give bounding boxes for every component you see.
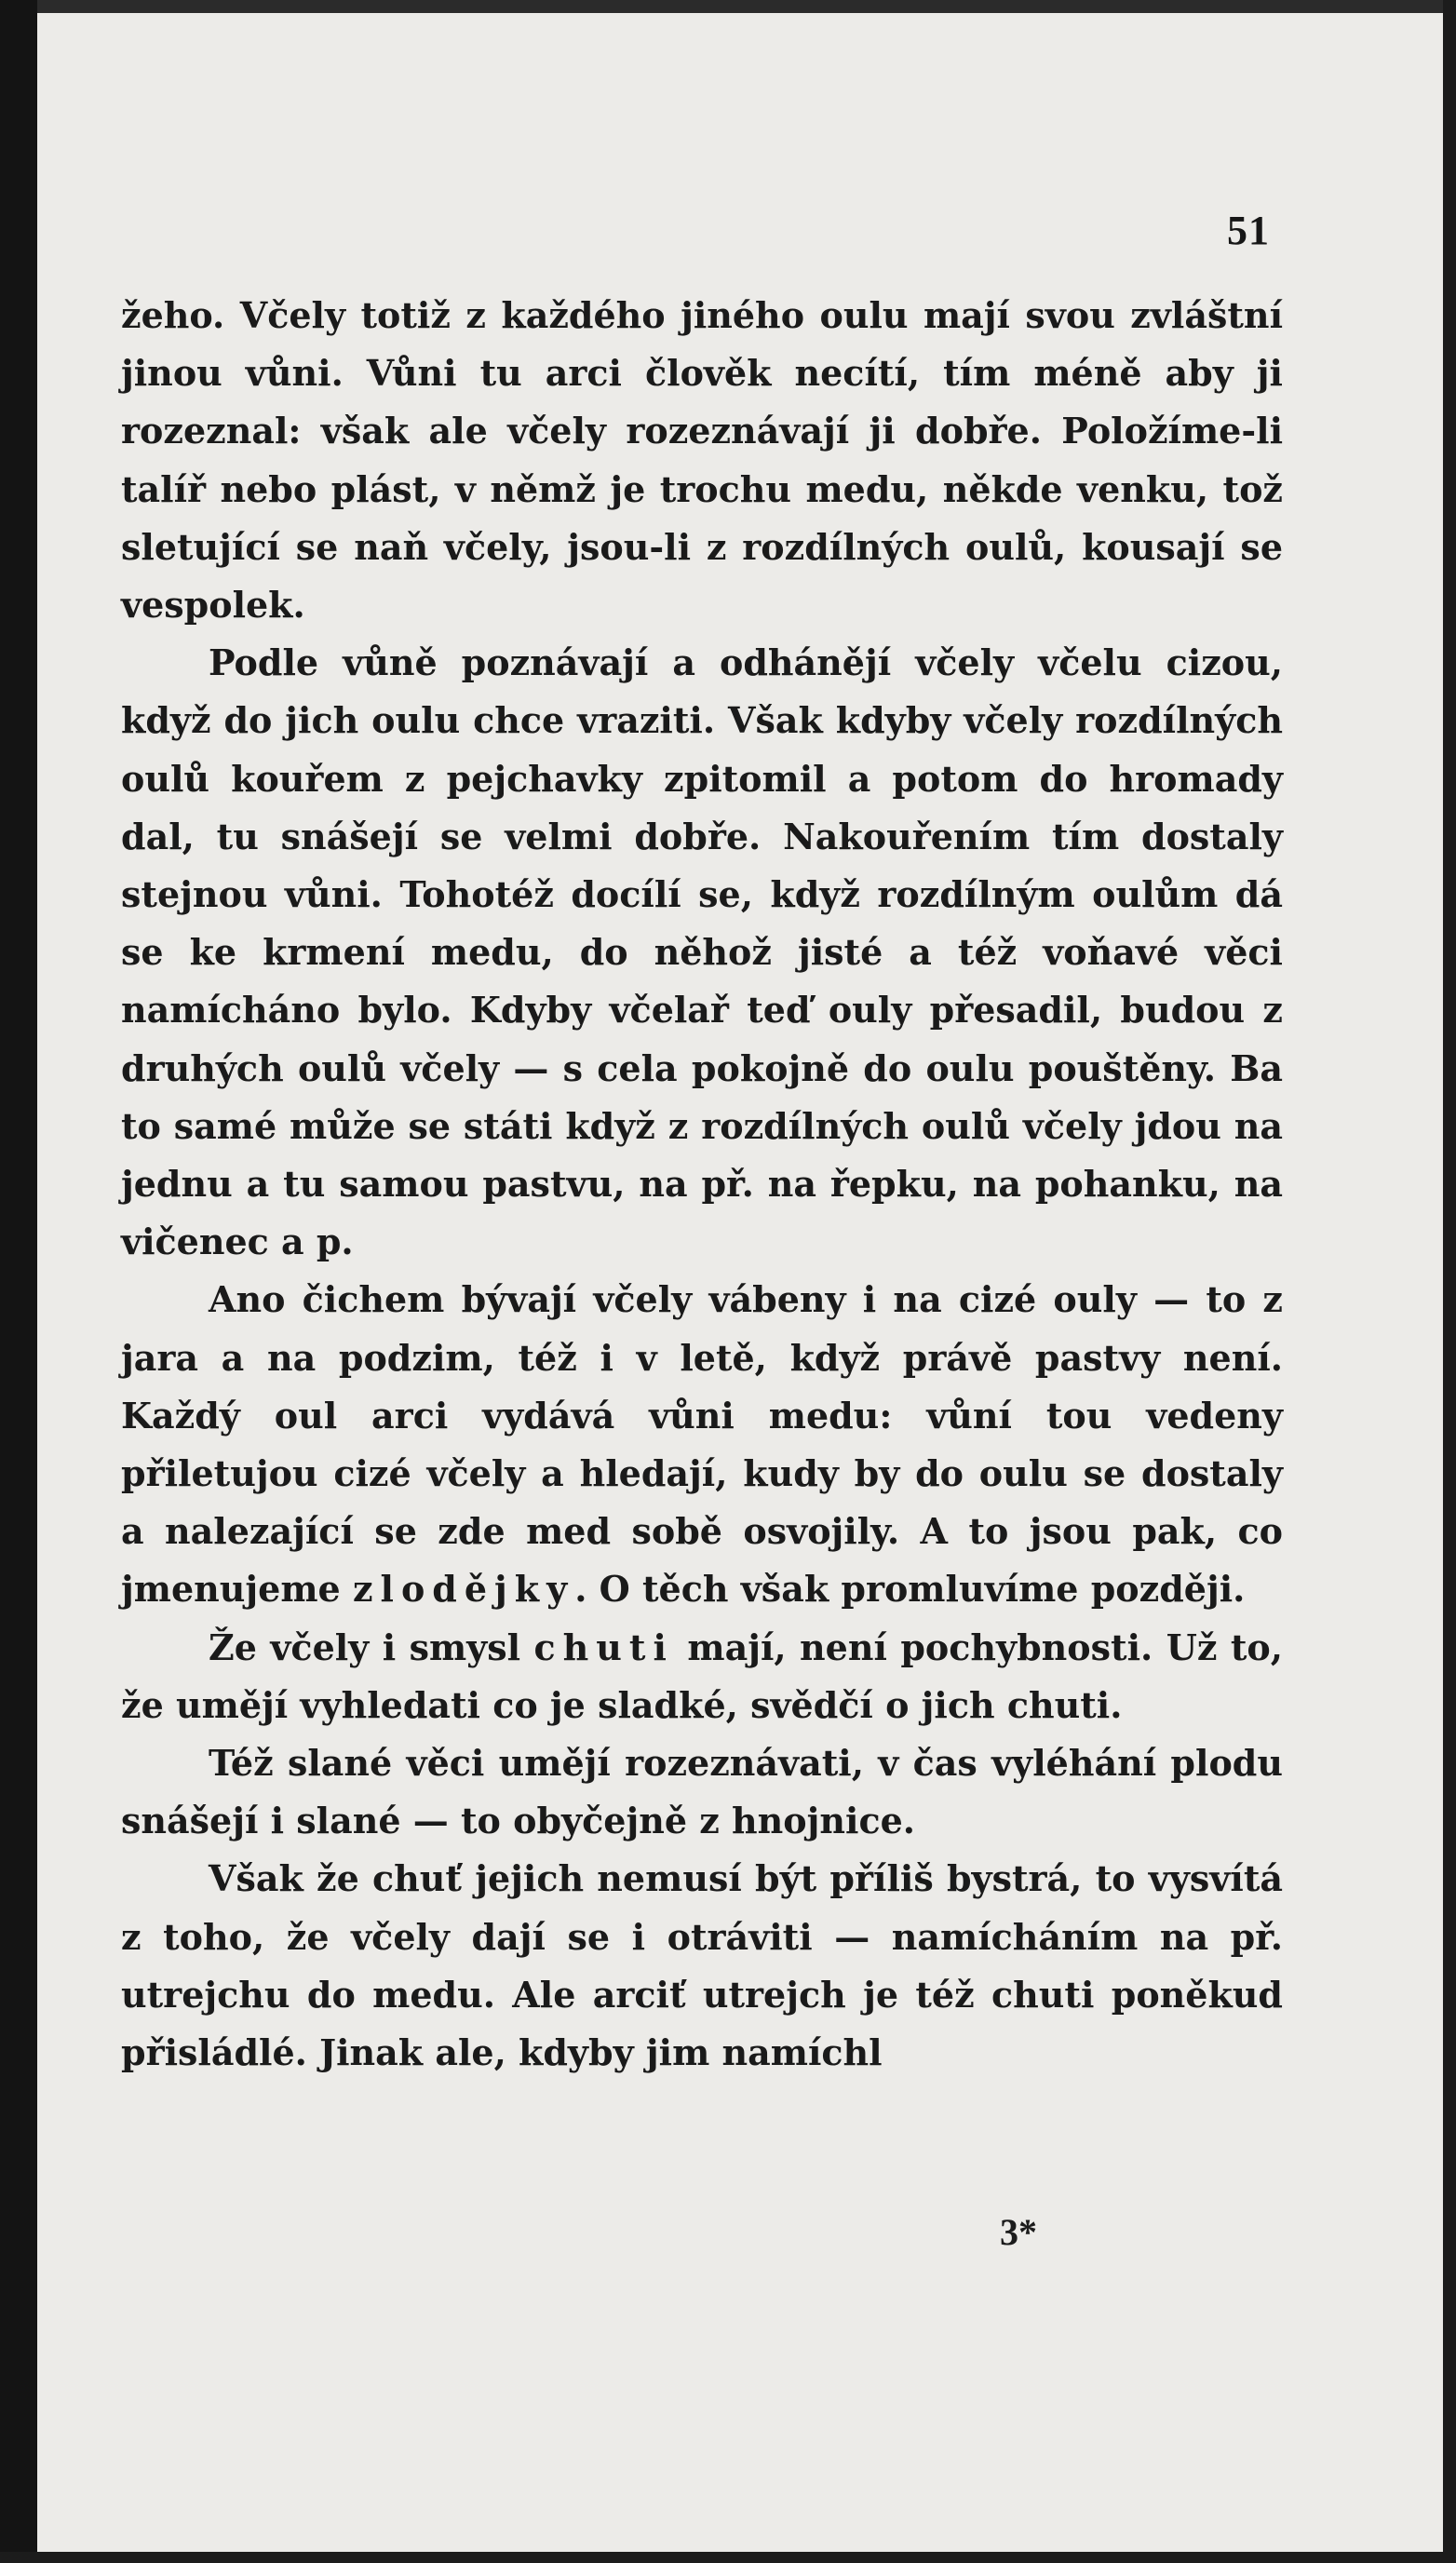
- paragraph: [121, 1850, 1283, 2082]
- paragraph: [121, 287, 1283, 634]
- text-segment: Ano čichem bývají včely vábeny i na cizé ouly — to z jara a na podzim, též i v letě, když právě pastvy není. Každý oul arci vydává vůni medu: vůní tou vedeny přiletujou cizé včely a hledají, kudy by do oulu se dostaly a nalezající se zde med sobě osvojily. A to jsou pak, co jmenujeme: [121, 1278, 1283, 1611]
- emphasized-word: zlodějky: [352, 1568, 575, 1611]
- paragraph: [121, 1271, 1283, 1618]
- text-segment: Že včely i smysl: [209, 1625, 534, 1668]
- page-number: 51: [1227, 208, 1270, 253]
- text-segment: Však že chuť jejich nemusí být příliš bystrá, to vysvítá z toho, že včely dají se i otráviti — namícháním na př. utrejchu do medu. Ale arciť utrejch je též chuti poněkud přisládlé. Jinak ale, kdyby jim namíchl: [121, 1857, 1283, 2074]
- page-top-edge: [0, 0, 1456, 13]
- page-right-edge: [1443, 0, 1456, 2563]
- text-segment: Podle vůně poznávají a odhánějí včely včelu cizou, když do jich oulu chce vraziti. Však kdyby včely rozdílných oulů kouřem z pejchavky zpitomil a potom do hromady dal, tu snášejí se velmi dobře. Nakouřením tím dostaly stejnou vůni. Tohotéž docílí se, když rozdílným oulům dá se ke krmení medu, do něhož jisté a též voňavé věci namícháno bylo. Kdyby včelař teď ouly přesadil, budou z druhých oulů včely — s cela pokojně do oulu pouštěny. Ba to samé může se státi když z rozdílných oulů včely jdou na jednu a tu samou pastvu, na př. na řepku, na pohanku, na vičenec a p.: [121, 641, 1283, 1263]
- paragraph: [121, 1734, 1283, 1850]
- paragraph: [121, 1619, 1283, 1734]
- text-segment: Též slané věci umějí rozeznávati, v čas vyléhání plodu snášejí i slané — to obyčejně z hnojnice.: [121, 1742, 1283, 1842]
- page-bottom-edge: [0, 2552, 1456, 2563]
- body-text: [121, 287, 1283, 2082]
- text-segment: . O těch však promluvíme později.: [574, 1568, 1246, 1611]
- paragraph: [121, 634, 1283, 1271]
- text-segment: mají, není pochybnosti. Už to, že umějí vyhledati co je sladké, svědčí o jich chuti.: [121, 1625, 1283, 1726]
- page-binding-edge: [0, 0, 37, 2563]
- signature-mark: 3*: [1000, 2211, 1037, 2253]
- text-segment: žeho. Včely totiž z každého jiného oulu mají svou zvláštní jinou vůni. Vůni tu arci člověk necítí, tím méně aby ji rozeznal: však ale včely rozeznávají ji dobře. Položíme-li talíř nebo plást, v němž je trochu medu, někde venku, tož sletující se naň včely, jsou-li z rozdílných oulů, kousají se vespolek.: [121, 294, 1283, 627]
- emphasized-word: chuti: [533, 1625, 674, 1668]
